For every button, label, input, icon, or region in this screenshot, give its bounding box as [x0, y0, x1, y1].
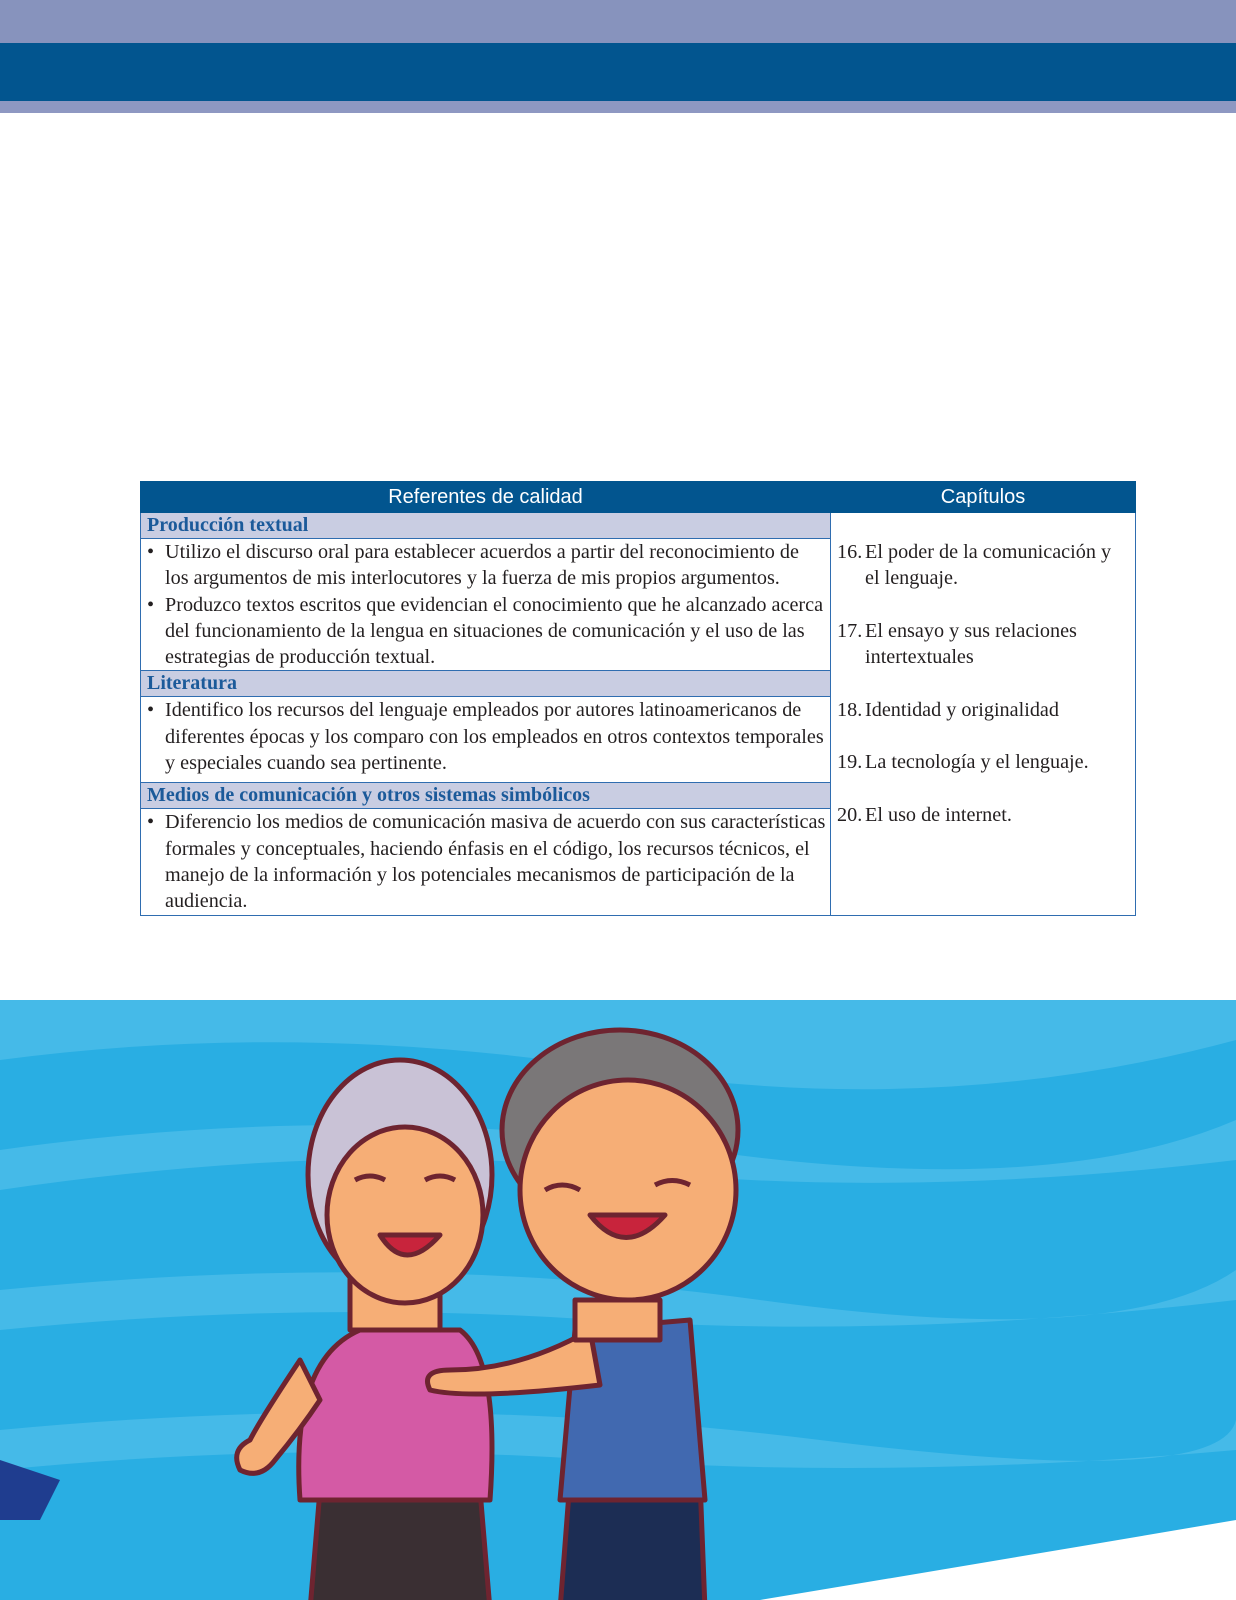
chapter-number: 18. [837, 698, 863, 721]
chapters-header: Capítulos [831, 482, 1136, 513]
standards-table [140, 481, 1136, 916]
chapter-item [837, 539, 1129, 592]
chapter-item [837, 618, 1129, 671]
chapter-number: 16. [837, 541, 863, 563]
section-title-row [141, 513, 1136, 539]
chapters-list [837, 539, 1129, 828]
chapter-title: El uso de internet. [865, 803, 1012, 826]
section-title-literatura: Literatura [141, 671, 831, 697]
chapter-item [837, 749, 1129, 775]
bullet-item: • Produzco textos escritos que evidencian el conocimiento que he alcanzado acerca del funcionamiento de la lengua en situaciones de comunicación y el uso de las estrategias de producción textual. [147, 592, 826, 671]
referents-header: Referentes de calidad [141, 482, 831, 513]
section-title-produccion: Producción textual [141, 513, 831, 539]
bullet-list [141, 697, 830, 776]
section-items-literatura [141, 697, 831, 783]
table-header-row [141, 482, 1136, 513]
header-band [0, 43, 1236, 101]
bullet-item: • Identifico los recursos del lenguaje empleados por autores latinoamericanos de diferentes épocas y los comparo con los empleados en otros contextos temporales y especiales cuando sea pertinente. [147, 697, 826, 776]
chapters-cell [831, 513, 1136, 916]
header-band-line [0, 101, 1236, 113]
chapter-number: 17. [837, 619, 863, 642]
chapter-item [837, 802, 1129, 828]
chapter-title: Identidad y originalidad [865, 698, 1059, 721]
bullet-list [141, 539, 830, 670]
bullet-item: • Utilizo el discurso oral para establecer acuerdos a partir del reconocimiento de los argumentos de mis interlocutores y la fuerza de mis propios argumentos. [147, 539, 826, 592]
bullet-list [141, 809, 830, 914]
chapter-title: El ensayo y sus relaciones intertextuales [865, 619, 1077, 669]
section-items-medios [141, 809, 831, 915]
chapter-title: La tecnología y el lenguaje. [865, 751, 1089, 774]
couple-illustration [0, 1000, 1236, 1600]
chapter-number: 20. [837, 803, 863, 826]
header-band-light [0, 0, 1236, 43]
chapter-title: El poder de la comunicación y el lenguaje. [865, 541, 1112, 590]
section-title-medios: Medios de comunicación y otros sistemas simbólicos [141, 783, 831, 809]
bullet-item: • Diferencio los medios de comunicación masiva de acuerdo con sus características formales y conceptuales, haciendo énfasis en el código, los recursos técnicos, el manejo de la información y los potenciales mecanismos de participación de la audiencia. [147, 809, 826, 914]
section-items-produccion [141, 539, 831, 671]
chapter-number: 19. [837, 751, 863, 774]
chapter-item [837, 697, 1129, 723]
